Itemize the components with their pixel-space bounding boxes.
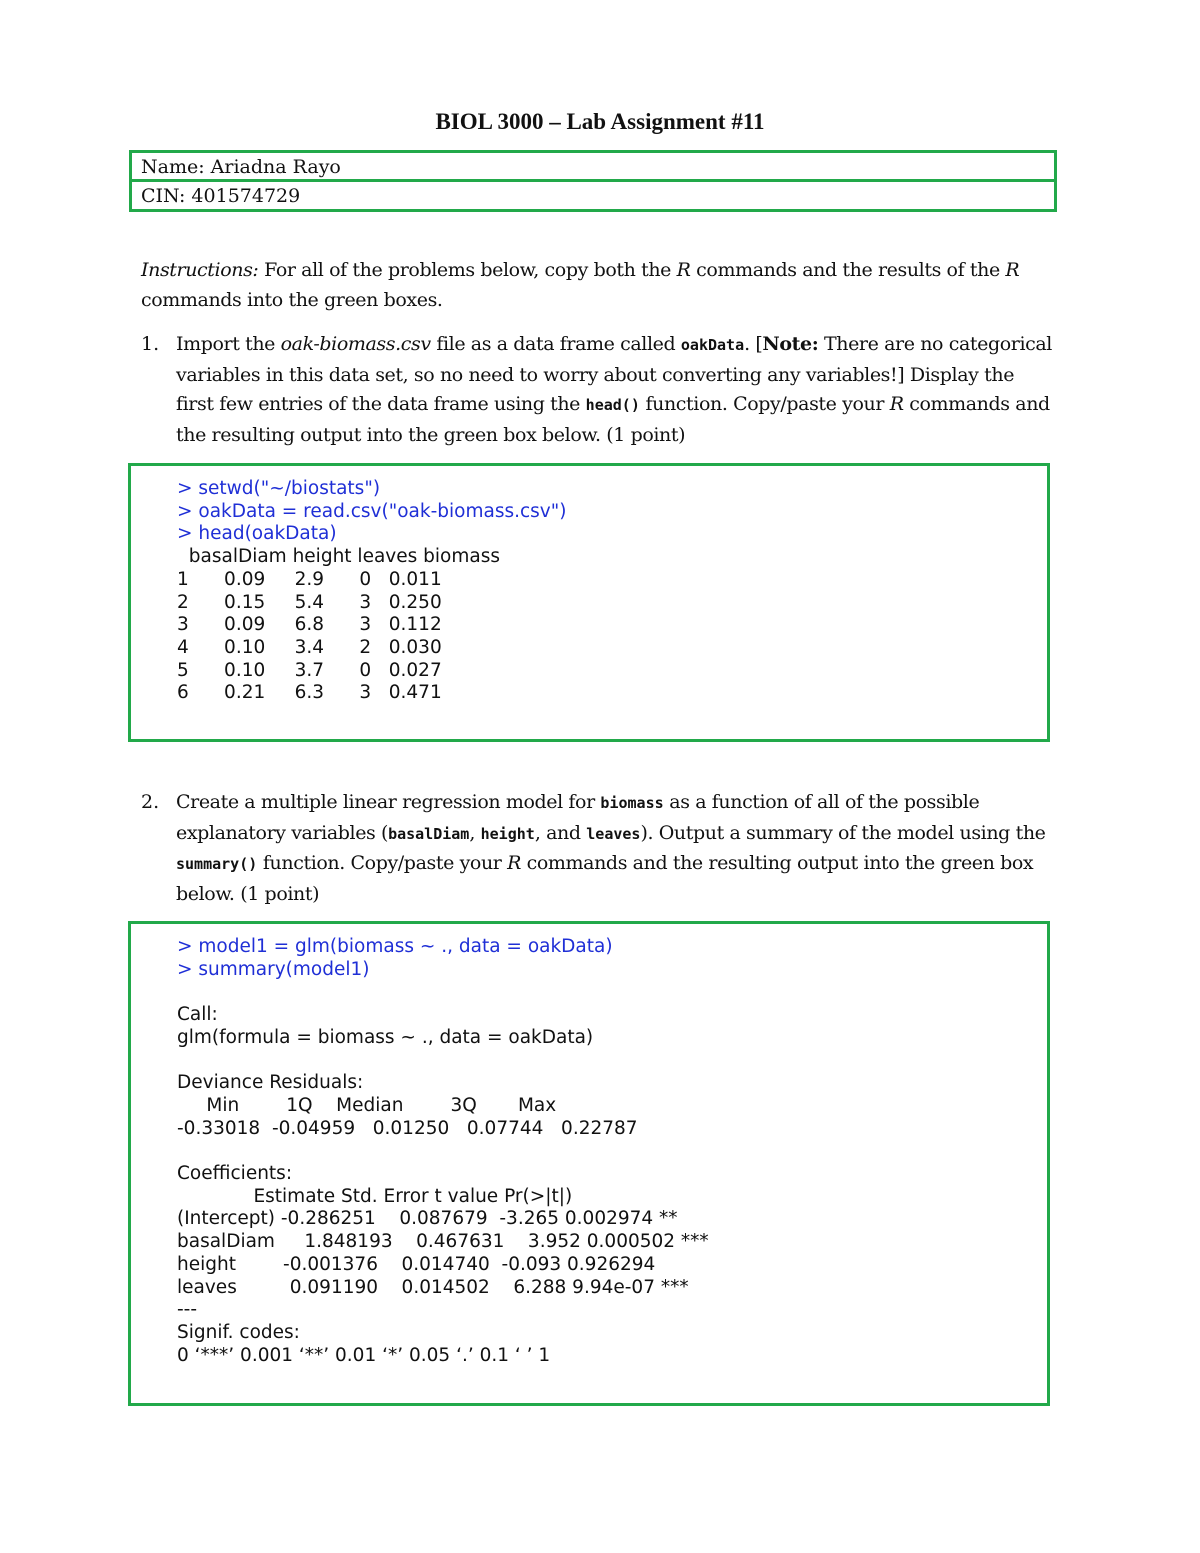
- p1-text-4: There are no categorical variables in this data set, so no need to worry about converting any variables!] Display the first few entries of the data frame using the: [176, 333, 1052, 415]
- document-title: BIOL 3000 – Lab Assignment #11: [435, 109, 765, 134]
- p2-text-5: ). Output a summary of the model using the: [640, 821, 1046, 844]
- p2-command-1: > model1 = glm(biomass ~ ., data = oakData): [177, 936, 613, 957]
- p2-text-3: ,: [469, 821, 481, 844]
- p2-r: R: [507, 852, 522, 874]
- p2-text-7: commands and the resulting output into the green box below. (1 point): [176, 852, 1034, 905]
- p2-code-basaldiam: basalDiam: [388, 824, 470, 843]
- p2-output-line: Call:: [177, 1004, 218, 1026]
- p1-code-head: head(): [585, 396, 640, 414]
- p2-output-line: leaves 0.091190 0.014502 6.288 9.94e-07 ***: [177, 1276, 689, 1298]
- p2-output-line: Deviance Residuals:: [177, 1072, 364, 1094]
- p1-text-6: commands and the resulting output into the green box below. (1 point): [176, 393, 1050, 446]
- problem-2-text: [176, 788, 1061, 909]
- p1-output-row: 4 0.10 3.4 2 0.030: [177, 636, 442, 658]
- answer-box-1: [128, 463, 1050, 742]
- instructions-r-2: R: [1005, 259, 1020, 281]
- instructions-label: Instructions:: [141, 259, 259, 281]
- p2-text-1: Create a multiple linear regression model for: [176, 791, 601, 813]
- p1-output-header: basalDiam height leaves biomass: [177, 546, 500, 568]
- p1-command-3: > head(oakData): [177, 523, 337, 545]
- problem-1-number: 1.: [141, 333, 160, 355]
- p2-output-line: Estimate Std. Error t value Pr(>|t|): [177, 1185, 573, 1207]
- p2-text-6: function. Copy/paste your: [257, 852, 508, 874]
- p1-file-name: oak-biomass.csv: [280, 333, 431, 355]
- p2-command-2: > summary(model1): [177, 958, 370, 980]
- p1-output-row: 2 0.15 5.4 3 0.250: [177, 591, 442, 613]
- p2-code-summary: summary(): [176, 855, 258, 873]
- p2-output-line: glm(formula = biomass ~ ., data = oakData): [177, 1026, 594, 1048]
- p1-r: R: [889, 393, 904, 415]
- p2-output-line: (Intercept) -0.286251 0.087679 -3.265 0.002974 **: [177, 1208, 678, 1230]
- p1-command-2: > oakData = read.csv("oak-biomass.csv"): [177, 500, 567, 522]
- p2-code-height: height: [480, 824, 535, 843]
- p1-output-row: 5 0.10 3.7 0 0.027: [177, 659, 442, 681]
- instructions-text-3: commands into the green boxes.: [141, 288, 443, 311]
- p2-output-line: ---: [177, 1299, 198, 1321]
- p1-output-row: 3 0.09 6.8 3 0.112: [177, 614, 442, 636]
- p2-output-line: [177, 1050, 709, 1073]
- p2-output-line: basalDiam 1.848193 0.467631 3.952 0.000502 ***: [177, 1231, 709, 1253]
- instructions-r-1: R: [676, 259, 691, 281]
- p1-output-row: 1 0.09 2.9 0 0.011: [177, 568, 442, 590]
- problem-2-number: 2.: [141, 791, 160, 813]
- problem-1-text: [176, 330, 1056, 450]
- p2-output-line: -0.33018 -0.04959 0.01250 0.07744 0.22787: [177, 1117, 638, 1139]
- p2-output-line: [177, 981, 709, 1004]
- p1-text-2: file as a data frame called: [430, 333, 681, 355]
- p1-code-oakdata: oakData: [680, 336, 745, 354]
- answer-1-content: [177, 478, 566, 705]
- p1-note-label: Note:: [762, 333, 819, 355]
- student-info-box: [129, 150, 1057, 212]
- p2-output-line: Signif. codes:: [177, 1321, 300, 1343]
- p1-command-1: > setwd("~/biostats"): [177, 478, 381, 499]
- instructions-text-2: commands and the results of the: [690, 259, 1006, 281]
- p1-output-row: 6 0.21 6.3 3 0.471: [177, 682, 442, 704]
- p2-output-line: 0 ‘***’ 0.001 ‘**’ 0.01 ‘*’ 0.05 ‘.’ 0.1 ‘ ’ 1: [177, 1344, 551, 1366]
- p2-text-2: as a function of all of the possible explanatory variables (: [176, 791, 980, 844]
- student-name: Name: Ariadna Rayo: [132, 153, 1054, 182]
- p2-output-line: [177, 1140, 709, 1163]
- student-cin: CIN: 401574729: [141, 185, 301, 207]
- p2-output-line: height -0.001376 0.014740 -0.093 0.926294: [177, 1253, 656, 1275]
- instructions-paragraph: [141, 256, 1061, 315]
- p2-output-line: Min 1Q Median 3Q Max: [177, 1094, 557, 1116]
- answer-box-2: [128, 921, 1050, 1406]
- p2-code-biomass: biomass: [600, 794, 664, 812]
- p1-text-3: . [: [744, 333, 763, 355]
- p2-text-4: , and: [534, 821, 587, 844]
- p2-code-leaves: leaves: [586, 824, 641, 843]
- answer-2-content: [177, 936, 709, 1367]
- p2-output-line: Coefficients:: [177, 1163, 293, 1185]
- p1-text-1: Import the: [176, 333, 281, 355]
- p1-text-5: function. Copy/paste your: [639, 393, 890, 415]
- instructions-text-1: For all of the problems below, copy both the: [258, 259, 677, 281]
